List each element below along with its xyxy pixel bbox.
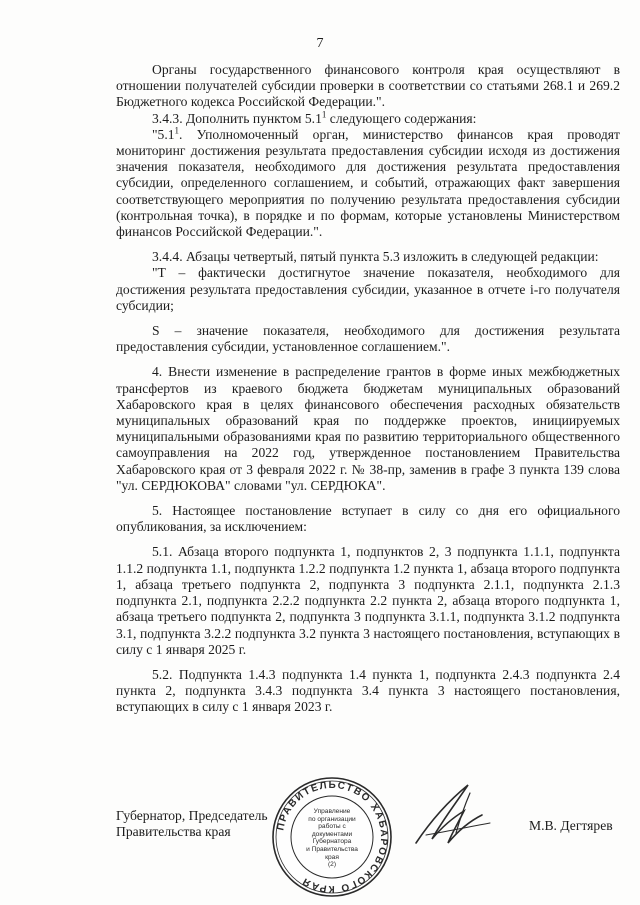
document-body	[116, 62, 620, 716]
signatory-name: М.В. Дегтярев	[529, 818, 613, 833]
paragraph-3-4-3: 3.4.3. Дополнить пунктом $5.1^1$ следующего содержания:	[152, 109, 477, 126]
paragraph-3-4-4: 3.4.4. Абзацы четвертый, пятый пункта 5.3 изложить в следующей редакции:	[152, 249, 599, 265]
paragraph-t-definition: "T – фактически достигнутое значение показателя, необходимого для достижения результата предоставления субсидии, указанное в отчете i-го получателя субсидии;	[116, 265, 620, 313]
page-number: 7	[316, 36, 324, 51]
signatory-position-line2: Правительства края	[116, 824, 231, 839]
paragraph-control-bodies: Органы государственного финансового контроля края осуществляют в отношении получателей субсидии проверки в соответствии со статьями 268.1 и 269.2 Бюджетного кодекса Российской Федерации.".	[116, 62, 620, 110]
paragraph-5-2-exceptions: 5.2. Подпункта 1.4.3 подпункта 1.4 пункта 1, подпункта 2.4.3 подпункта 2.4 пункта 2, подпункта 3.4.3 подпункта 3.4 пункта 3 настоящего постановления, вступающих в силу с 1 января 2023 г.	[116, 666, 620, 715]
paragraph-5-1-exceptions: 5.1. Абзаца второго подпункта 1, подпунктов 2, 3 подпункта 1.1.1, подпункта 1.1.2 подпункта 1.1, подпункта 1.2.2 подпункта 1.2 пункта 1, абзаца второго подпункта 1, абзаца третьего подпункта 2, подпункта 3 подпункта 2.1.1, подпункта 2.1.3 подпункта 2.1, подпункта 2.2.2 подпункта 2.2 пункта 2, абзаца второго подпункта 1, абзаца третьего подпункта 2, подпункта 3 подпункта 3.1.1, подпункта 3.1.2 подпункта 3.1, подпункта 3.2.2 подпункта 3.2 пункта 3 настоящего постановления, вступающих в силу с 1 января 2025 г.	[116, 544, 620, 657]
paragraph-s-definition: S – значение показателя, необходимого для достижения результата предоставления субсидии, установленное соглашением.".	[116, 323, 620, 355]
paragraph-5-entry-into-force: 5. Настоящее постановление вступает в силу со дня его официального опубликования, за исключением:	[116, 503, 620, 535]
paragraph-5-1-monitoring: "$5.1^1$. Уполномоченный орган, министерство финансов края проводят мониторинг достижения результата предоставления субсидии исходя из достижения значения показателя, необходимого для достижения результата предоставления субсидии, определенного соглашением, и событий, отражающих факт завершения соответствующего мероприятия по получению результата предоставления субсидии (контрольная точка), в порядке и по формам, которые установлены Министерством финансов Российской Федерации.".	[116, 125, 620, 240]
signatory-position-line1: Губернатор, Председатель	[116, 808, 268, 823]
signatory-position	[116, 808, 268, 840]
svg-text:ПРАВИТЕЛЬСТВО ХАБАРОВСКОГО КРА: ПРАВИТЕЛЬСТВО ХАБАРОВСКОГО КРАЯ	[275, 779, 390, 895]
stamp-inner-text: Управление по организации работы с документами Губернатора и Правительства края (2)	[306, 808, 358, 869]
handwritten-signature	[398, 773, 498, 853]
paragraph-4-grants: 4. Внести изменение в распределение грантов в форме иных межбюджетных трансфертов из краевого бюджета бюджетам муниципальных образований Хабаровского края в целях финансового обеспечения расходных обязательств муниципальных образований края по поддержке проектов, инициируемых муниципальными образованиями края по развитию территориального общественного самоуправления на 2022 год, утвержденное постановлением Правительства Хабаровского края от 3 февраля 2022 г. № 38-пр, заменив в графе 3 пункта 139 слова "ул. СЕРДЮКОВА" словами "ул. СЕРДЮКА".	[116, 364, 620, 493]
